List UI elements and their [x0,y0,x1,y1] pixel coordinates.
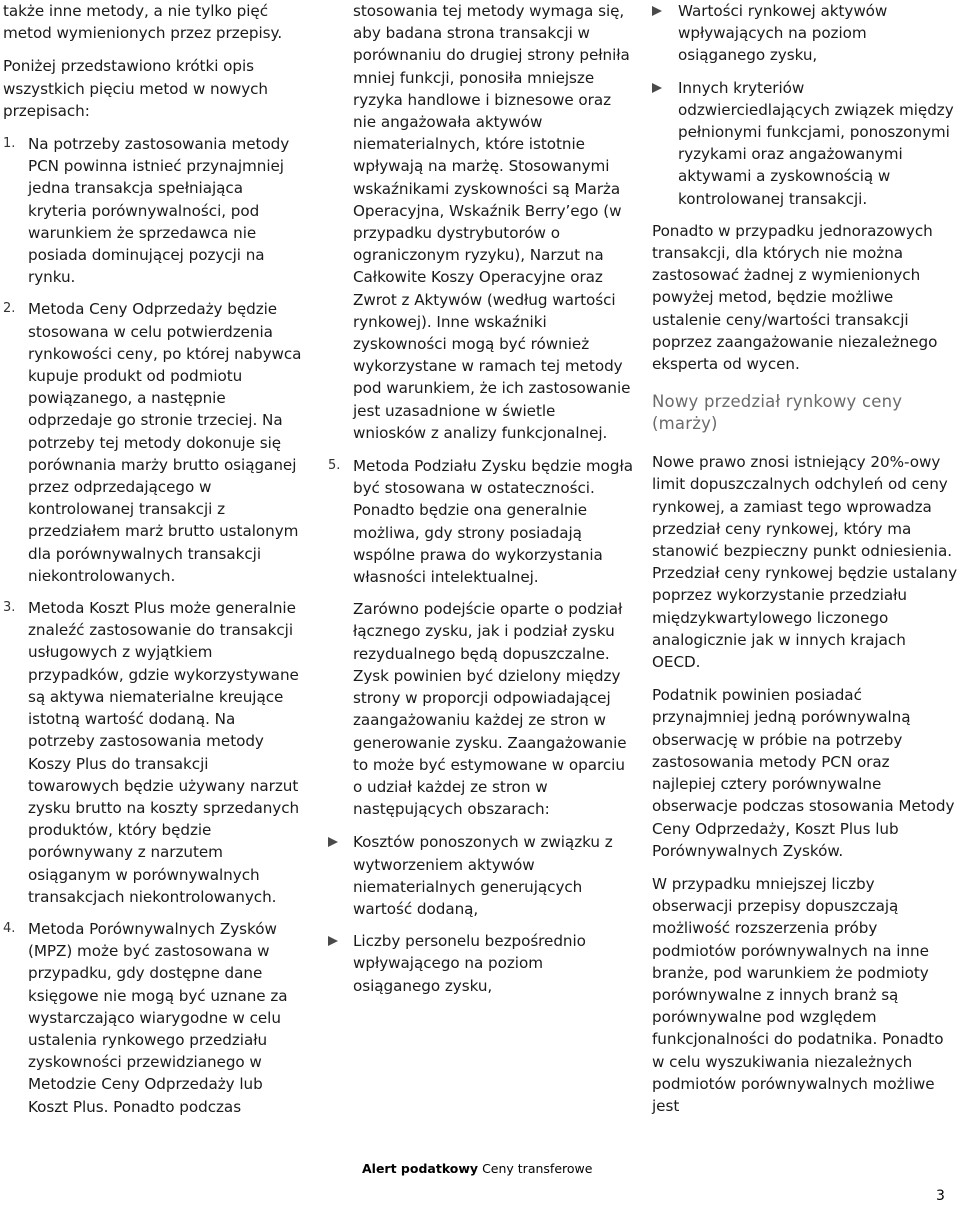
column-right [652,0,958,1128]
list-item [3,597,303,908]
list-number: 1. [3,136,16,152]
bullet-text: Kosztów ponoszonych w związku z wytworzeniem aktywów niematerialnych generujących wartość dodaną, [353,833,613,918]
list-item-text: Metoda Podziału Zysku będzie mogła być stosowana w ostateczności. Ponadto będzie ona generalnie możliwa, gdy strony posiadają wspólne prawa do wykorzystania własności intelektualnej. [353,457,634,587]
intro-paragraph: Poniżej przedstawiono krótki opis wszystkich pięciu metod w nowych przepisach: [3,57,269,120]
paragraph: Nowe prawo znosi istniejący 20%-owy limit dopuszczalnych odchyleń od ceny rynkowej, a zamiast tego wprowadza przedział ceny rynkowej, który ma stanowić bezpieczny punkt odniesienia. Przedział ceny rynkowej będzie ustalany poprzez wykorzystanie przedziału międzykwartylowego liczonego analogicznie jak w innych krajach OECD. [652,453,958,672]
list-number: 5. [328,458,341,474]
paragraph: Ponadto w przypadku jednorazowych transakcji, dla których nie można zastosować żadnej z wymienionych powyżej metod, będzie możliwe ustalenie ceny/wartości transakcji poprzez zaangażowanie niezależnego eksperta od wycen. [652,221,938,374]
bullet-text: Innych kryteriów odzwierciedlających związek między pełnionymi funkcjami, ponoszonymi ryzykami oraz angażowanymi aktywami a zyskownością w kontrolowanej transakcji. [678,78,954,208]
triangle-bullet-icon [328,936,338,946]
bullet-text: Wartości rynkowej aktywów wpływających na poziom osiąganego zysku, [678,2,888,65]
list-item [3,133,303,288]
bullet-item [328,831,633,920]
section-heading: Nowy przedział rynkowy ceny (marży) [652,392,903,434]
bullet-text: Liczby personelu bezpośrednio wpływającego na poziom osiąganego zysku, [353,932,586,995]
list-number: 3. [3,600,16,616]
page-number: 3 [936,1188,945,1204]
bullet-item [652,0,958,67]
footer-section: Ceny transferowe [478,1161,593,1176]
paragraph: Zarówno podejście oparte o podział łącznego zysku, jak i podział zysku rezydualnego będą dopuszczalne. Zysk powinien być dzielony między strony w proporcji odpowiadającej zaangażowaniu każdej ze stron w generowanie zysku. Zaangażowanie to może być estymowane w oparciu o udział każdej ze stron w następujących obszarach: [353,600,627,819]
bullet-item [328,930,633,997]
list-item [328,455,633,588]
column-left [3,0,303,1128]
bullet-item [652,77,958,210]
list-number: 2. [3,301,16,317]
triangle-bullet-icon [328,837,338,847]
paragraph: Podatnik powinien posiadać przynajmniej jedną porównywalną obserwację w próbie na potrzeby zastosowania metody PCN oraz najlepiej cztery porównywalne obserwacje podczas stosowania Metody Ceny Odprzedaży, Koszt Plus lub Porównywalnych Zysków. [652,686,955,860]
intro-paragraph: także inne metody, a nie tylko pięć metod wymienionych przez przepisy. [3,2,283,43]
list-item-text: Metoda Koszt Plus może generalnie znaleźć zastosowanie do transakcji usługowych z wyjątkiem przypadków, gdzie wykorzystywane są aktywa niematerialne kreujące istotną wartość dodaną. Na potrzeby zastosowania metody Koszy Plus do transakcji towarowych będzie używany narzut zysku brutto na koszty sprzedanych produktów, który będzie porównywany z narzutem osiąganym w porównywalnych transakcjach niekontrolowanych. [28,599,300,906]
list-item [3,918,303,1118]
list-item [3,298,303,587]
column-middle [328,0,633,1007]
triangle-bullet-icon [652,83,662,93]
list-number: 4. [3,920,16,936]
list-item-text: Metoda Ceny Odprzedaży będzie stosowana w celu potwierdzenia rynkowości ceny, po której nabywca kupuje produkt od podmiotu powiązanego, a następnie odprzedaje go stronie trzeciej. Na potrzeby tej metody dokonuje się porównania marży brutto osiąganej przez odprzedającego w kontrolowanej transakcji z przedziałem marż brutto ustalonym dla porównywalnych transakcji niekontrolowanych. [28,300,302,585]
page-footer [362,1161,592,1176]
footer-publication: Alert podatkowy [362,1161,479,1176]
list-item-text: Metoda Porównywalnych Zysków (MPZ) może być zastosowana w przypadku, gdy dostępne dane księgowe nie mogą być uznane za wystarczająco wiarygodne w celu ustalenia rynkowego przedziału zyskowności przewidzianego w Metodzie Ceny Odprzedaży lub Koszt Plus. Ponadto podczas [28,919,288,1116]
triangle-bullet-icon [652,6,662,16]
continued-paragraph: stosowania tej metody wymaga się, aby badana strona transakcji w porównaniu do drugiej strony pełniła mniej funkcji, ponosiła mniejsze ryzyka handlowe i biznesowe oraz nie angażowała aktywów niematerialnych, które istotnie wpływają na marżę. Stosowanymi wskaźnikami zyskowności są Marża Operacyjna, Wskaźnik Berry’ego (w przypadku dystrybutorów o ograniczonym ryzyku), Narzut na Całkowite Koszy Operacyjne oraz Zwrot z Aktywów (według wartości rynkowej). Inne wskaźniki zyskowności mogą być również wykorzystane w ramach tej metody pod warunkiem, że ich zastosowanie jest uzasadnione w świetle wniosków z analizy funkcjonalnej. [353,2,631,442]
list-item-text: Na potrzeby zastosowania metody PCN powinna istnieć przynajmniej jedna transakcja spełniająca kryteria porównywalności, pod warunkiem że sprzedawca nie posiada dominującej pozycji na rynku. [28,135,290,287]
paragraph: W przypadku mniejszej liczby obserwacji przepisy dopuszczają możliwość rozszerzenia próby podmiotów porównywalnych na inne branże, pod warunkiem że podmioty porównywalne z innych branż są porównywalne pod względem funkcjonalności do podatnika. Ponadto w celu wyszukiwania niezależnych podmiotów porównywalnych możliwe jest [652,874,944,1115]
